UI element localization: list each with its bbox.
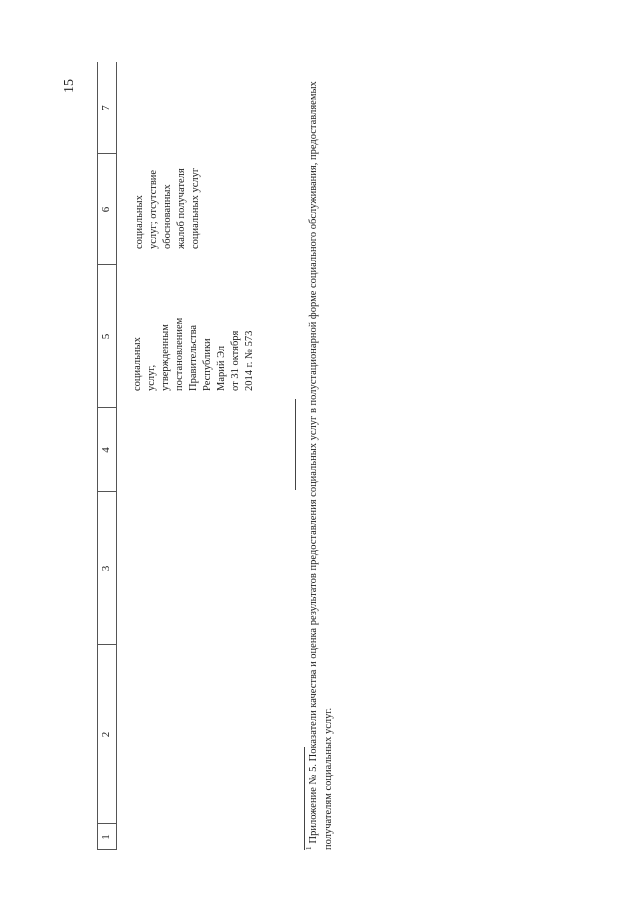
column-header-7: 7 bbox=[100, 105, 112, 111]
services-table bbox=[97, 62, 257, 850]
footnote-text: Приложение № 5. Показатели качества и оценка результатов предоставления социальных услуг в полустационарной форме социального обслуживания, предоставляемых получателям социальных услуг. bbox=[308, 81, 334, 850]
cell-line: социальных bbox=[132, 337, 143, 391]
column-header-3: 3 bbox=[100, 565, 112, 572]
cell-col6 bbox=[133, 153, 203, 249]
column-header-2: 2 bbox=[100, 731, 112, 738]
table-header-separator bbox=[116, 62, 117, 850]
cell-line: социальных услуг bbox=[190, 167, 201, 249]
column-header-5: 5 bbox=[100, 333, 112, 340]
page-number: 15 bbox=[62, 79, 77, 93]
cell-line: постановлением bbox=[174, 317, 185, 391]
footnote bbox=[306, 60, 336, 850]
column-header-1: 1 bbox=[100, 834, 112, 840]
cell-line: жалоб получателя bbox=[176, 168, 187, 249]
cell-line: утвержденным bbox=[160, 324, 171, 391]
signature-line bbox=[295, 399, 296, 490]
column-header-6: 6 bbox=[100, 206, 112, 213]
footnote-rule bbox=[304, 747, 305, 850]
cell-line: от 31 октября bbox=[230, 330, 241, 391]
cell-line: Республики bbox=[202, 338, 213, 391]
column-header-4: 4 bbox=[100, 447, 112, 453]
cell-line: услуг; отсутствие bbox=[148, 169, 159, 249]
cell-line: обоснованных bbox=[162, 184, 173, 249]
cell-line: социальных bbox=[134, 195, 145, 249]
cell-line: 2014 г. № 573 bbox=[244, 330, 255, 391]
cell-line: Марий Эл bbox=[216, 345, 227, 391]
cell-line: Правительства bbox=[188, 324, 199, 391]
cell-col5 bbox=[131, 273, 257, 391]
cell-line: услуг, bbox=[146, 364, 157, 391]
footnote-marker: 1 bbox=[305, 846, 313, 850]
